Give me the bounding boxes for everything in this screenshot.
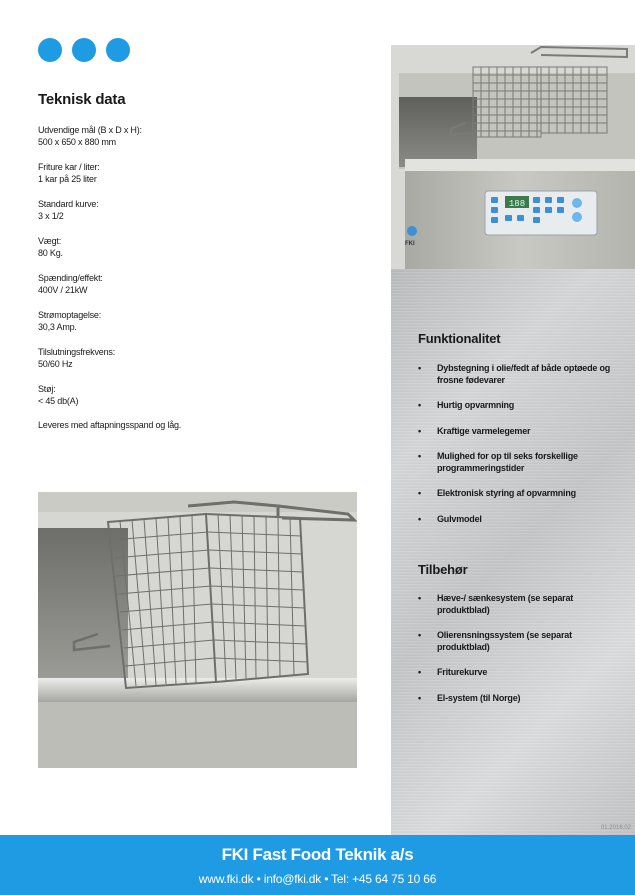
features-panel bbox=[391, 269, 635, 835]
list-item: • Elektronisk styring af opvarmning bbox=[418, 488, 623, 500]
list-item: • Hæve-/ sænkesystem (se separat produktblad) bbox=[418, 593, 623, 616]
list-item: • Dybstegning i olie/fedt af både optøede og frosne fødevarer bbox=[418, 363, 623, 386]
accessories-title: Tilbehør bbox=[418, 562, 468, 577]
spec-label: Støj: bbox=[38, 384, 56, 394]
brand-label: FKI bbox=[405, 241, 415, 247]
functionality-list bbox=[418, 363, 623, 539]
list-item: • Gulvmodel bbox=[418, 514, 623, 526]
delivery-note: Leveres med aftapningsspand og låg. bbox=[38, 420, 182, 430]
functionality-title: Funktionalitet bbox=[418, 331, 501, 346]
spec-value: 3 x 1/2 bbox=[38, 211, 64, 221]
brand-dots bbox=[38, 38, 130, 62]
technical-data-title: Teknisk data bbox=[38, 91, 126, 108]
list-item: • Kraftige varmelegemer bbox=[418, 426, 623, 438]
spec-dimensions bbox=[38, 124, 358, 148]
spec-value: 80 Kg. bbox=[38, 248, 63, 258]
baskets-illustration bbox=[38, 492, 357, 768]
spec-value: < 45 db(A) bbox=[38, 396, 79, 406]
control-display-value: 188 bbox=[508, 199, 526, 209]
spec-value: 400V / 21kW bbox=[38, 285, 88, 295]
brand-dot bbox=[106, 38, 130, 62]
list-item: • Friturekurve bbox=[418, 667, 623, 679]
spec-label: Friture kar / liter: bbox=[38, 162, 100, 172]
list-item: • Hurtig opvarmning bbox=[418, 400, 623, 412]
list-item: • Mulighed for op til seks forskellige programmeringstider bbox=[418, 451, 623, 474]
fryer-illustration bbox=[391, 45, 635, 269]
spec-value: 50/60 Hz bbox=[38, 359, 73, 369]
document-code: 01.2016.02 bbox=[600, 825, 631, 831]
spec-frequency bbox=[38, 346, 358, 370]
spec-label: Spænding/effekt: bbox=[38, 273, 103, 283]
footer-company-name: FKI Fast Food Teknik a/s bbox=[221, 845, 414, 864]
spec-value: 30,3 Amp. bbox=[38, 322, 77, 332]
footer bbox=[0, 835, 635, 895]
spec-value: 500 x 650 x 880 mm bbox=[38, 137, 116, 147]
list-item: • El-system (til Norge) bbox=[418, 693, 623, 705]
spec-label: Tilslutningsfrekvens: bbox=[38, 347, 115, 357]
spec-label: Standard kurve: bbox=[38, 199, 99, 209]
list-item: • Olierensningssystem (se separat produktblad) bbox=[418, 630, 623, 653]
brand-dot bbox=[38, 38, 62, 62]
spec-value: 1 kar på 25 liter bbox=[38, 174, 97, 184]
product-photo-top bbox=[391, 45, 635, 269]
spec-voltage bbox=[38, 272, 358, 296]
spec-fryer-tank bbox=[38, 161, 358, 185]
product-photo-baskets bbox=[38, 492, 357, 768]
brand-dot bbox=[72, 38, 96, 62]
technical-specs bbox=[38, 124, 358, 430]
spec-baskets bbox=[38, 198, 358, 222]
spec-label: Udvendige mål (B x D x H): bbox=[38, 125, 142, 135]
spec-noise bbox=[38, 383, 358, 407]
accessories-list bbox=[418, 593, 623, 718]
spec-label: Strømoptagelse: bbox=[38, 310, 102, 320]
footer-contact-info: www.fki.dk • info@fki.dk • Tel: +45 64 75 10 66 bbox=[198, 872, 437, 886]
spec-label: Vægt: bbox=[38, 236, 62, 246]
spec-current bbox=[38, 309, 358, 333]
spec-weight bbox=[38, 235, 358, 259]
